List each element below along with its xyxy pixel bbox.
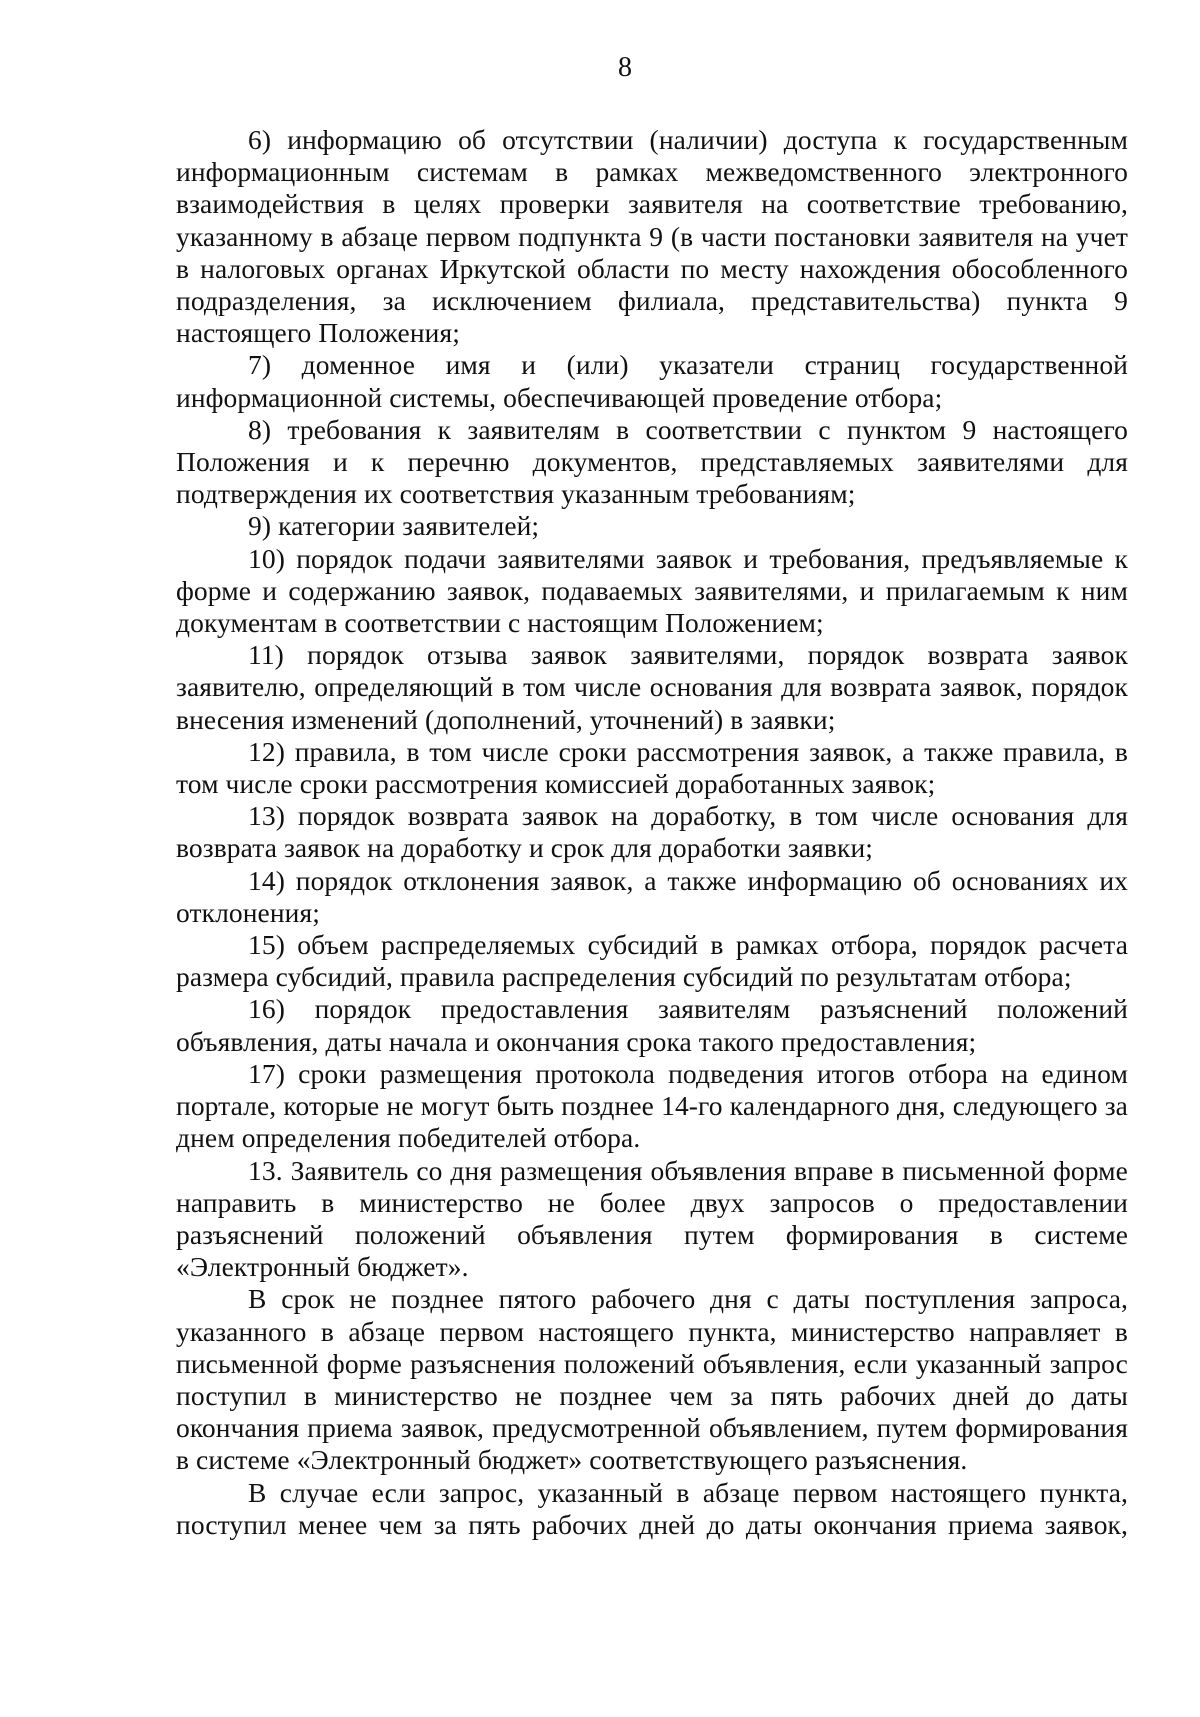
paragraph-item-14: 14) порядок отклонения заявок, а также информацию об основаниях их отклонения;: [176, 864, 1128, 928]
paragraph-point-13-clarification-term: В срок не позднее пятого рабочего дня с даты поступления запроса, указанного в абзаце первом настоящего пункта, министерство направляет в письменной форме разъяснения положений объявления, если указанный запрос поступил в министерство не позднее чем за пять рабочих дней до даты окончания приема заявок, предусмотренной объявлением, путем формирования в системе «Электронный бюджет» соответствующего разъяснения.: [176, 1283, 1128, 1476]
paragraph-item-16: 16) порядок предоставления заявителям разъяснений положений объявления, даты начала и окончания срока такого предоставления;: [176, 993, 1128, 1057]
paragraph-item-7: 7) доменное имя и (или) указатели страниц государственной информационной системы, обеспечивающей проведение отбора;: [176, 349, 1128, 413]
paragraph-item-8: 8) требования к заявителям в соответствии с пунктом 9 настоящего Положения и к перечню документов, представляемых заявителями для подтверждения их соответствия указанным требованиям;: [176, 413, 1128, 510]
paragraph-item-17: 17) сроки размещения протокола подведения итогов отбора на едином портале, которые не могут быть позднее 14-го календарного дня, следующего за днем определения победителей отбора.: [176, 1057, 1128, 1154]
paragraph-item-11: 11) порядок отзыва заявок заявителями, порядок возврата заявок заявителю, определяющий в том числе основания для возврата заявок, порядок внесения изменений (дополнений, уточнений) в заявки;: [176, 639, 1128, 735]
paragraph-item-15: 15) объем распределяемых субсидий в рамках отбора, порядок расчета размера субсидий, правила распределения субсидий по результатам отбора;: [176, 929, 1128, 993]
paragraph-item-12: 12) правила, в том числе сроки рассмотрения заявок, а также правила, в том числе сроки рассмотрения комиссией доработанных заявок;: [176, 735, 1128, 800]
document-body: [176, 124, 1128, 1541]
paragraph-point-13-late-request: В случае если запрос, указанный в абзаце первом настоящего пункта, поступил менее чем за пять рабочих дней до даты окончания приема заявок,: [176, 1476, 1128, 1540]
paragraph-item-10: 10) порядок подачи заявителями заявок и требования, предъявляемые к форме и содержанию заявок, подаваемых заявителями, и прилагаемым к ним документам в соответствии с настоящим Положением;: [176, 542, 1128, 639]
paragraph-item-9: 9) категории заявителей;: [248, 510, 540, 542]
paragraph-point-13: 13. Заявитель со дня размещения объявления вправе в письменной форме направить в министерство не более двух запросов о предоставлении разъяснений положений объявления путем формирования в системе «Электронный бюджет».: [176, 1154, 1128, 1283]
page-number: 8: [618, 52, 632, 83]
paragraph-item-13: 13) порядок возврата заявок на доработку, в том числе основания для возврата заявок на доработку и срок для доработки заявки;: [176, 800, 1128, 864]
paragraph-item-6: 6) информацию об отсутствии (наличии) доступа к государственным информационным системам в рамках межведомственного электронного взаимодействия в целях проверки заявителя на соответствие требованию, указанному в абзаце первом подпункта 9 (в части постановки заявителя на учет в налоговых органах Иркутской области по месту нахождения обособленного подразделения, за исключением филиала, представительства) пункта 9 настоящего Положения;: [176, 124, 1128, 349]
